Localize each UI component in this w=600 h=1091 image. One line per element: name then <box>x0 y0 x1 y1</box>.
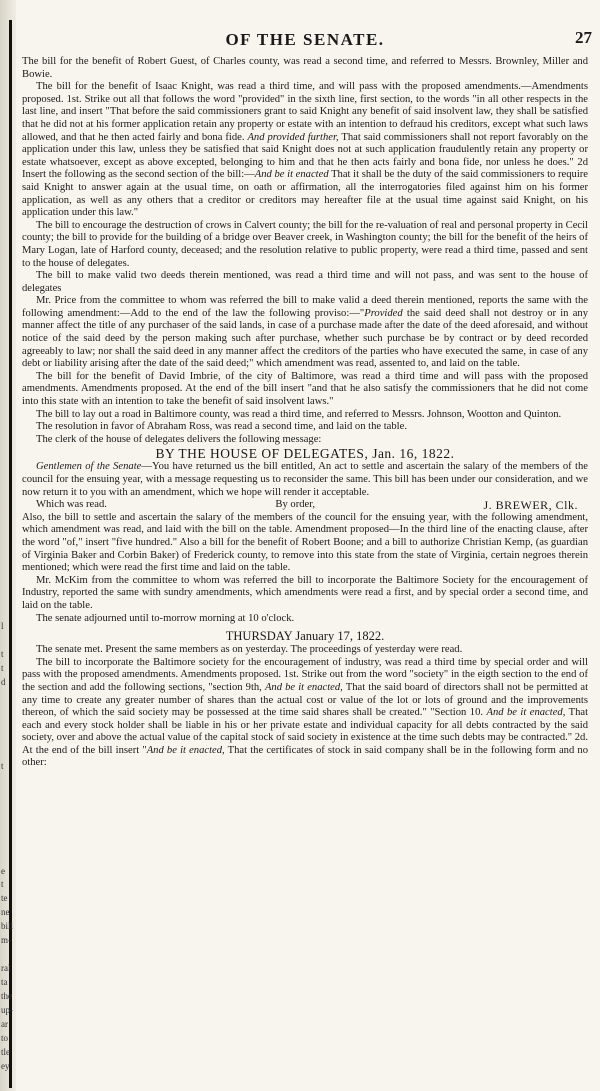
margin-fragment: t <box>1 663 4 673</box>
message-heading: BY THE HOUSE OF DELEGATES, Jan. 16, 1822. <box>155 446 455 462</box>
signature-mid: By order, <box>275 499 315 511</box>
margin-fragment: t <box>1 761 4 771</box>
signature-clerk: J. BREWER, Clk. <box>483 498 578 513</box>
paragraph: The bill for the benefit of Robert Guest, of Charles county, was read a second time, and referred to Messrs. Brownley, Miller and Bowie. <box>22 56 588 80</box>
signature-left: Which was read. <box>36 499 107 511</box>
paragraph: The bill for the benefit of Isaac Knight, was read a third time, and will pass with the proposed amendments.—Amendments proposed. 1st. Strike out all that follows the word "provided" in the sixth line, first section, to the words "in all other respects in the last line, and insert "That before the said commissioners grant to said Knight any benefit of said insolvent law, they shall be satisfied that he did not at his former application retain any property or estate with an intention to defraud his creditors, except what such laws allowed, and that he then acted fairly and bona fide. And provided further, That said commissioners shall not report favorably on the application under this law, unless they be satisfied that said Knight does not at such application fraudulently retain any property or estate whatsoever, except as above excepted, belonging to him and that he then acts fairly and bona fide, nor unless he does." 2d Insert the following as the second section of the bill:—And be it enacted That it shall be the duty of the said commissioners to require said Knight to answer again at the usual time, on oath or affirmation, all the interrogatories filed against him on his former application, as well as any others that a creditor or creditors may hereafter file at the usual time against said Knight, on his application under this law." <box>22 81 588 219</box>
margin-fragment: ar <box>1 1019 8 1029</box>
day-heading: THURSDAY January 17, 1822. <box>225 629 385 644</box>
margin-fragment: t <box>1 879 4 889</box>
margin-fragment: ta <box>1 977 8 987</box>
paragraph: The senate met. Present the same members as on yesterday. The proceedings of yesterday were read. <box>36 644 463 656</box>
paragraph: The bill to lay out a road in Baltimore county, was read a third time, and referred to Messrs. Johnson, Wootton and Quinton. <box>36 408 562 420</box>
document-body <box>22 56 588 770</box>
paragraph: The resolution in favor of Abraham Ross, was read a second time, and laid on the table. <box>36 421 407 433</box>
margin-fragment: tle <box>1 1047 10 1057</box>
margin-fragment: up- <box>1 1005 13 1015</box>
margin-fragment: t <box>1 649 4 659</box>
page-number: 27 <box>575 28 592 47</box>
page-header <box>22 28 592 56</box>
margin-fragment: l <box>1 621 4 631</box>
paragraph: The bill to encourage the destruction of crows in Calvert county; the bill for the re-valuation of real and personal property in Cecil county; the bill to provide for the building of a bridge over Beaver creek, in Washington county; the bill for the benefit of the heirs of Mary Logan, late of Harford county, deceased; and the resolution relative to public property, were read a third time, passed and sent to the house of delegates. <box>22 219 588 269</box>
margin-fragment: d <box>1 677 6 687</box>
paragraph: Mr. Price from the committee to whom was referred the bill to make valid a deed therein mentioned, reports the same with the following amendment:—Add to the end of the law the following proviso:—"Provided the said deed shall not destroy or in any manner affect the title of any purchaser of the said lands, in case of a purchase made after the date of the deed aforesaid, and without notice of the said deed by the person making such after purchase, whether such purchase be by contract or by deed recorded agreeably to law; nor shall the said deed in any manner affect the creditors of the parties who have executed the same, in case of any debt or liability arising after the date of the said deed;" which amendment was read, assented to, and laid on the table. <box>22 295 589 370</box>
paragraph: Gentlemen of the Senate—You have returned us the bill entitled, An act to settle and ascertain the salary of the members of the council for the ensuing year, with a message requesting us to reconsider the same. This bill has been under our consideration, and we now return it to you with an amendment, which we hope will render it acceptable. <box>22 461 588 498</box>
paragraph: The bill to incorporate the Baltimore society for the encouragement of industry, was read a third time by special order and will pass with the proposed amendments. Amendments proposed. 1st. Strike out from the word "society" in the eigth section to the end of the section and add the following sections, "section 9th, And be it enacted, That the said board of directors shall not be permitted at any time to create any greater number of shares than the actual cost or value of the lot or lots of ground and the improvements thereon, of which the said society may be possessed at the time said shares shall be created." "Section 10. And be it enacted, That each and every stock holder shall be liable in his or her private estate and individual capacity for all debts contracted by the said society, over and above the actual value of the capital stock of said society in existence at the time such debts may be contracted." 2d. At the end of the bill insert "And be it enacted, That the certificates of stock in said company shall be in the following form and no other: <box>22 656 589 769</box>
margin-fragment: to <box>1 1033 9 1043</box>
signature-line <box>22 499 588 512</box>
document-page <box>22 28 592 770</box>
paragraph: Also, the bill to settle and ascertain the salary of the members of the council for the ensuing year, with the following amendment, which amendment was read, and laid with the bill on the table. Amendment proposed—In the third line of the enacting clause, after the word "of," insert "five hundred." Also a bill for the benefit of Robert Boone; and a bill to authorize Christian Kemp, (as guardian of Virginia Baker and Corbin Baker) of Frederick county, to remove into this state from the state of Virginia, certain negroes therein mentioned; which were read the first time and laid on the table. <box>22 511 588 574</box>
paragraph: The senate adjourned until to-morrow morning at 10 o'clock. <box>36 612 295 624</box>
margin-fragment: the <box>1 991 12 1001</box>
paragraph: Mr. McKim from the committee to whom was referred the bill to incorporate the Baltimore Society for the encouragement of Industry, reported the same with sundry amendments, which amendments were read a first, and by special order a second time, and laid on the table. <box>22 574 588 611</box>
margin-fragment: ne <box>1 907 10 917</box>
margin-fragment: e <box>1 866 5 876</box>
margin-fragment: te <box>1 893 8 903</box>
paragraph: The bill for the benefit of David Imbrie, of the city of Baltimore, was read a third time and will pass with the proposed amendments. Amendments proposed. At the end of the bill insert "and that he also satisfy the commissioners that he did not come into this state with an intention to take the benefit of said insolvent laws." <box>22 370 588 408</box>
page-title: OF THE SENATE. <box>225 30 385 49</box>
margin-fragment: ey <box>1 1061 10 1071</box>
margin-fragment: bill <box>1 921 14 931</box>
paragraph: The clerk of the house of delegates delivers the following message: <box>36 433 322 445</box>
margin-fragment: m- <box>1 935 11 945</box>
margin-fragment: ral <box>1 963 11 973</box>
paragraph: The bill to make valid two deeds therein mentioned, was read a third time and will not pass, and was sent to the house of delegates <box>22 270 588 294</box>
